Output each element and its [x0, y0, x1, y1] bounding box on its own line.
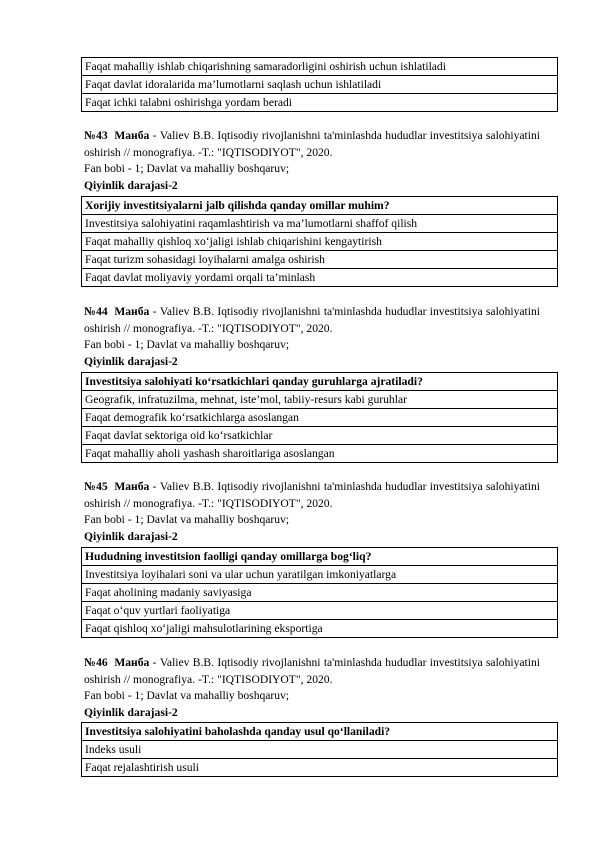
table-row — [82, 391, 558, 409]
source-reference — [84, 479, 540, 512]
source-reference — [84, 128, 540, 161]
difficulty-level: Qiyinlik darajasi-2 — [84, 178, 178, 192]
table-row — [82, 76, 558, 94]
question-row — [82, 723, 558, 741]
question-table-43 — [81, 196, 558, 287]
difficulty-level: Qiyinlik darajasi-2 — [84, 705, 178, 719]
table-row — [82, 233, 558, 251]
question-number: №43 — [84, 129, 108, 142]
answer-option: Faqat ichki talabni oshirishga yordam beradi — [82, 94, 558, 112]
source-label: Манба — [114, 656, 150, 669]
question-table-46 — [81, 722, 558, 777]
question-number: №46 — [84, 656, 108, 669]
chapter-line: Fan bobi - 1; Davlat va mahalliy boshqaruv; — [84, 513, 290, 526]
question-text: Investitsiya salohiyati ko‘rsatkichlari qanday guruhlarga ajratiladi? — [82, 373, 558, 391]
chapter-line: Fan bobi - 1; Davlat va mahalliy boshqaruv; — [84, 162, 290, 175]
table-row — [82, 215, 558, 233]
answer-option: Faqat turizm sohasidagi loyihalarni amalga oshirish — [82, 251, 558, 269]
source-label: Манба — [114, 129, 150, 142]
question-text: Investitsiya salohiyatini baholashda qanday usul qo‘llaniladi? — [82, 723, 558, 741]
question-row — [82, 197, 558, 215]
chapter-line: Fan bobi - 1; Davlat va mahalliy boshqaruv; — [84, 338, 290, 351]
source-text: - Valiev B.B. Iqtisodiy rivojlanishni ta'minlashda hududlar investitsiya salohiyatini oshirish // monografiya. -T.: "IQTISODIYOT", 2020. — [84, 305, 541, 335]
answer-option: Faqat aholining madaniy saviyasiga — [82, 584, 558, 602]
answers-table-continued — [81, 57, 558, 112]
table-row — [82, 602, 558, 620]
question-number: №44 — [84, 305, 108, 318]
answer-option: Faqat davlat sektoriga oid ko‘rsatkichlar — [82, 427, 558, 445]
answer-option: Faqat mahalliy qishloq xo‘jaligi ishlab chiqarishini kengaytirish — [82, 233, 558, 251]
answer-option: Faqat qishloq xo‘jaligi mahsulotlarining eksportiga — [82, 620, 558, 638]
table-row — [82, 427, 558, 445]
answer-option: Faqat davlat idoralarida ma’lumotlarni saqlash uchun ishlatiladi — [82, 76, 558, 94]
question-text: Hududning investitsion faolligi qanday omillarga bog‘liq? — [82, 548, 558, 566]
answer-option: Faqat mahalliy ishlab chiqarishning samaradorligini oshirish uchun ishlatiladi — [82, 58, 558, 76]
difficulty-level: Qiyinlik darajasi-2 — [84, 354, 178, 368]
difficulty-level: Qiyinlik darajasi-2 — [84, 529, 178, 543]
answer-option: Investitsiya salohiyatini raqamlashtirish va ma’lumotlarni shaffof qilish — [82, 215, 558, 233]
source-text: - Valiev B.B. Iqtisodiy rivojlanishni ta'minlashda hududlar investitsiya salohiyatini oshirish // monografiya. -T.: "IQTISODIYOT", 2020. — [84, 480, 541, 510]
answer-option: Faqat demografik ko‘rsatkichlarga asoslangan — [82, 409, 558, 427]
question-number: №45 — [84, 480, 108, 493]
answer-option: Faqat davlat moliyaviy yordami orqali ta’minlash — [82, 269, 558, 287]
table-row — [82, 584, 558, 602]
table-row — [82, 445, 558, 463]
table-row — [82, 251, 558, 269]
question-text: Xorijiy investitsiyalarni jalb qilishda qanday omillar muhim? — [82, 197, 558, 215]
question-meta-46 — [84, 655, 540, 721]
answer-option: Indeks usuli — [82, 741, 558, 759]
answer-option: Faqat o‘quv yurtlari faoliyatiga — [82, 602, 558, 620]
table-row — [82, 759, 558, 777]
chapter-line: Fan bobi - 1; Davlat va mahalliy boshqaruv; — [84, 689, 290, 702]
table-row — [82, 269, 558, 287]
question-meta-44 — [84, 304, 540, 370]
question-meta-45 — [84, 479, 540, 545]
question-table-45 — [81, 547, 558, 638]
source-text: - Valiev B.B. Iqtisodiy rivojlanishni ta'minlashda hududlar investitsiya salohiyatini oshirish // monografiya. -T.: "IQTISODIYOT", 2020. — [84, 656, 541, 686]
question-row — [82, 373, 558, 391]
answer-option: Geografik, infratuzilma, mehnat, iste’mol, tabiiy-resurs kabi guruhlar — [82, 391, 558, 409]
question-row — [82, 548, 558, 566]
question-meta-43 — [84, 128, 540, 194]
answer-option: Investitsiya loyihalari soni va ular uchun yaratilgan imkoniyatlarga — [82, 566, 558, 584]
table-row — [82, 620, 558, 638]
source-label: Манба — [114, 305, 150, 318]
table-row — [82, 741, 558, 759]
table-row — [82, 58, 558, 76]
table-row — [82, 409, 558, 427]
answer-option: Faqat rejalashtirish usuli — [82, 759, 558, 777]
answer-option: Faqat mahalliy aholi yashash sharoitlariga asoslangan — [82, 445, 558, 463]
source-reference — [84, 655, 540, 688]
source-reference — [84, 304, 540, 337]
source-text: - Valiev B.B. Iqtisodiy rivojlanishni ta'minlashda hududlar investitsiya salohiyatini oshirish // monografiya. -T.: "IQTISODIYOT", 2020. — [84, 129, 541, 159]
source-label: Манба — [114, 480, 150, 493]
question-table-44 — [81, 372, 558, 463]
table-row — [82, 566, 558, 584]
table-row — [82, 94, 558, 112]
